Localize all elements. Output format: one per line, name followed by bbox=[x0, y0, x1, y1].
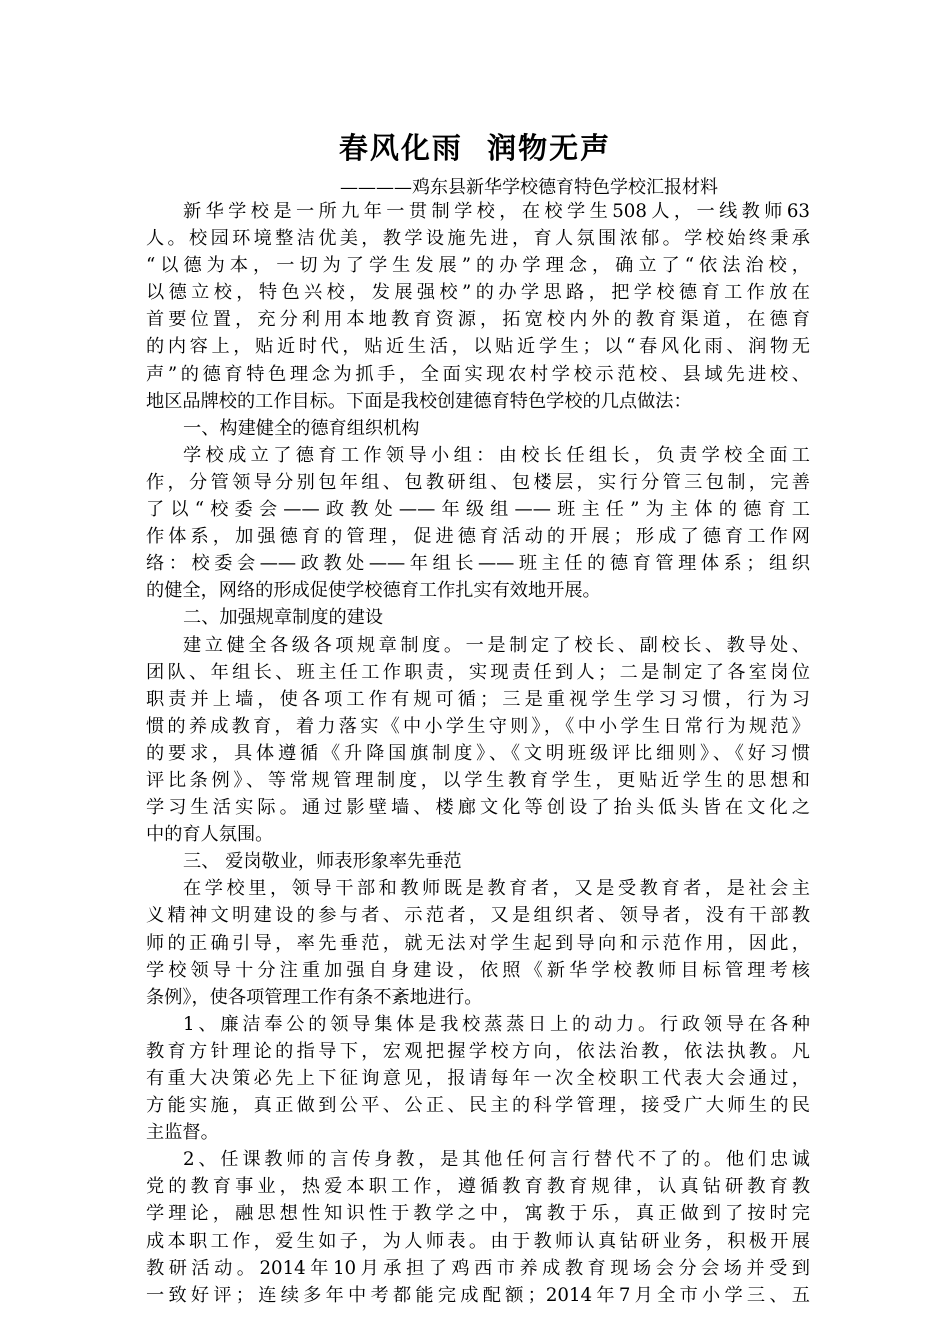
text-line: 新华学校是一所九年一贯制学校，在校学生508人，一线教师63 bbox=[183, 201, 810, 222]
text-line: 教研活动。2014年10月承担了鸡西市养成教育现场会分会场并受到 bbox=[146, 1257, 810, 1279]
text-line: “以德为本，一切为了学生发展”的办学理念，确立了“依法治校， bbox=[146, 255, 810, 277]
text-line: 方能实施，真正做到公平、公正、民主的科学管理，接受广大师生的民 bbox=[146, 1095, 810, 1117]
text-line: 成本职工作，爱生如子，为人师表。由于教师认真钻研业务，积极开展 bbox=[146, 1230, 810, 1252]
text-line: 师的正确引导，率先垂范，就无法对学生起到导向和示范作用，因此， bbox=[146, 932, 810, 954]
text-line: 中的育人氛围。 bbox=[146, 824, 274, 846]
text-line: 作，分管领导分别包年组、包教研组、包楼层，实行分管三包制，完善 bbox=[146, 471, 810, 493]
text-line: 以德立校，特色兴校，发展强校”的办学思路，把学校德育工作放在 bbox=[146, 282, 810, 304]
section-heading: 一、构建健全的德育组织机构 bbox=[183, 417, 420, 439]
section-heading: 二、加强规章制度的建设 bbox=[183, 607, 384, 629]
document-title: 春风化雨 润物无声 bbox=[338, 131, 612, 165]
text-line: 惯的养成教育，着力落实《中小学生守则》，《中小学生日常行为规范》 bbox=[146, 715, 810, 737]
text-line: 党的教育事业，热爱本职工作，遵循教育教育规律，认真钻研教育教 bbox=[146, 1176, 810, 1198]
document-body bbox=[146, 198, 810, 1309]
text-line: 建立健全各级各项规章制度。一是制定了校长、副校长、教导处、 bbox=[183, 634, 810, 656]
text-line: 评比条例》、等常规管理制度，以学生教育学生，更贴近学生的思想和 bbox=[146, 769, 810, 791]
text-line: 地区品牌校的工作目标。下面是我校创建德育特色学校的几点做法： bbox=[146, 390, 692, 412]
text-line: 主监督。 bbox=[146, 1122, 219, 1144]
text-line: 作体系，加强德育的管理，促进德育活动的开展；形成了德育工作网 bbox=[146, 526, 810, 548]
text-line: 学习生活实际。通过影壁墙、楼廊文化等创设了抬头低头皆在文化之 bbox=[146, 797, 810, 819]
text-line: 学理论，融思想性知识性于教学之中，寓教于乐，真正做到了按时完 bbox=[146, 1203, 810, 1225]
text-line: 团队、年组长、班主任工作职责，实现责任到人；二是制定了各室岗位 bbox=[146, 661, 810, 683]
text-line: 声”的德育特色理念为抓手，全面实现农村学校示范校、县域先进校、 bbox=[146, 363, 810, 385]
text-line: 的内容上，贴近时代，贴近生活，以贴近学生；以“春风化雨、润物无 bbox=[146, 336, 810, 358]
text-line: 的要求，具体遵循《升降国旗制度》、《文明班级评比细则》、《好习惯 bbox=[146, 742, 810, 764]
document-subtitle: ————鸡东县新华学校德育特色学校汇报材料 bbox=[340, 177, 718, 198]
text-line: 络：校委会——政教处——年组长——班主任的德育管理体系；组织 bbox=[146, 553, 810, 575]
section-heading: 三、 爱岗敬业，师表形象率先垂范 bbox=[183, 851, 462, 873]
text-line: 一致好评；连续多年中考都能完成配额；2014年7月全市小学三、五 bbox=[146, 1284, 810, 1306]
text-line: 条例》，使各项管理工作有条不紊地进行。 bbox=[146, 986, 483, 1008]
text-line: 1、廉洁奉公的领导集体是我校蒸蒸日上的动力。行政领导在各种 bbox=[183, 1013, 810, 1035]
text-line: 职责并上墙，使各项工作有规可循；三是重视学生学习习惯，行为习 bbox=[146, 688, 810, 710]
text-line: 教育方针理论的指导下，宏观把握学校方向，依法治教，依法执教。凡 bbox=[146, 1040, 810, 1062]
text-line: 学校成立了德育工作领导小组：由校长任组长，负责学校全面工 bbox=[183, 444, 810, 466]
text-line: 学校领导十分注重加强自身建设，依照《新华学校教师目标管理考核 bbox=[146, 959, 810, 981]
text-line: 首要位置，充分利用本地教育资源，拓宽校内外的教育渠道，在德育 bbox=[146, 309, 810, 331]
text-line: 的健全，网络的形成促使学校德育工作扎实有效地开展。 bbox=[146, 580, 601, 602]
text-line: 义精神文明建设的参与者、示范者，又是组织者、领导者，没有干部教 bbox=[146, 905, 810, 927]
text-line: 2、任课教师的言传身教，是其他任何言行替代不了的。他们忠诚 bbox=[183, 1149, 810, 1171]
text-line: 在学校里，领导干部和教师既是教育者，又是受教育者，是社会主 bbox=[183, 878, 810, 900]
text-line: 有重大决策必先上下征询意见，报请每年一次全校职工代表大会通过， bbox=[146, 1068, 810, 1089]
text-line: 了以“校委会——政教处——年级组——班主任”为主体的德育工 bbox=[146, 499, 810, 521]
text-line: 人。校园环境整洁优美，教学设施先进，育人氛围浓郁。学校始终秉承 bbox=[146, 228, 810, 250]
